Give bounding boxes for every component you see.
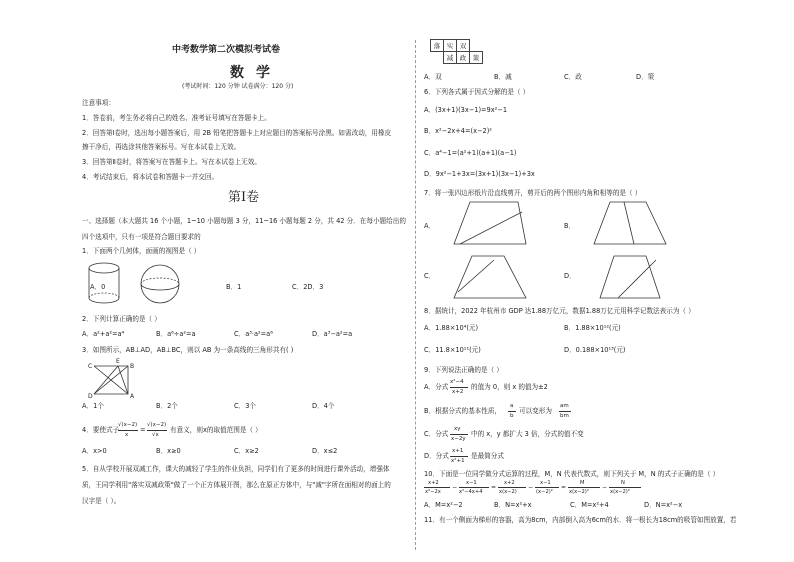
q2-option-a: A．a²+a²=a⁴ — [82, 330, 125, 338]
q1-option-a: A．0 — [90, 283, 106, 291]
left-column — [82, 0, 408, 562]
q5-option-a: A．双 — [424, 73, 442, 81]
q6-option-d: D．9x²−1+3x=(3x+1)(3x−1)+3x — [424, 170, 535, 178]
q4-frac1-num: √(x−2) — [118, 422, 138, 428]
q10-option-b: B．N=x²+x — [494, 501, 532, 509]
q3-option-a: A．1个 — [82, 402, 104, 410]
q5-option-d: D．策 — [636, 73, 655, 81]
q7-option-b: B． — [564, 222, 576, 230]
q2-option-c: C．a³·a²=a⁶ — [234, 330, 273, 338]
cube-face: 实 — [444, 40, 457, 52]
quadrilateral — [454, 202, 526, 244]
cube-face: 策 — [470, 52, 483, 64]
q9d-num: x+1 — [452, 448, 464, 454]
question-9-stem: 9．下列说法正确的是（ ） — [424, 366, 503, 374]
q9-option-b-prefix: B．根据分式的基本性质， — [424, 407, 502, 415]
q2-option-b: B．a⁶÷a²=a — [156, 330, 196, 338]
cube-empty — [470, 40, 483, 52]
q1-option-b: B．1 — [226, 283, 242, 291]
question-3-stem: 3．如图所示，AB⊥AD，AB⊥BC，则以 AB 为一条高线的三角形共有( ) — [82, 346, 294, 354]
section-title: 第Ⅰ卷 — [228, 190, 260, 205]
q9b-den2: bm — [560, 413, 569, 419]
sphere-equator — [141, 284, 179, 290]
q10-option-a: A．M=x²−2 — [424, 501, 463, 509]
q9-option-d-suffix: 是最简分式 — [471, 452, 504, 460]
question-5-line: 汉字是（ ）。 — [82, 497, 121, 505]
q9a-num: x²−4 — [450, 379, 464, 385]
label-e: E — [116, 358, 120, 365]
column-divider — [415, 40, 416, 550]
q3-option-d: D．4个 — [312, 402, 335, 410]
q7-option-a: A． — [424, 222, 436, 230]
question-1-stem: 1．下面两个几何体，面画的视图是（ ） — [82, 247, 201, 255]
quadrilateral — [594, 202, 666, 244]
q10-f2-num: x−1 — [466, 480, 477, 486]
quadrilateral — [600, 256, 660, 298]
q9-option-c-suffix: 中的 x，y 都扩大 3 倍，分式的值不变 — [471, 430, 584, 438]
question-11-stem: 11．有一个侧面为梯形的容器，高为8cm，内部倒入高为6cm的水．将一根长为18cm的吸管如图放置，若 — [424, 516, 737, 524]
q4-frac2-num: √(x−2) — [147, 422, 167, 428]
q8-option-b: B．1.88×10¹²(元) — [564, 324, 621, 332]
q10-option-c: C．M=x²+4 — [570, 501, 609, 509]
q4-option-d: D．x≤2 — [312, 447, 338, 455]
q1-option-c: C．2D．3 — [292, 283, 324, 291]
q10-f1-den: x²−2x — [425, 489, 441, 495]
question-2-stem: 2．下列计算正确的是（ ） — [82, 315, 161, 323]
q4-option-a: A．x>0 — [82, 447, 107, 455]
q10-f6-den: x(x−2)² — [610, 489, 630, 495]
question-4-suffix: 有意义，则x的取值范围是（ ） — [170, 426, 262, 434]
q3-option-b: B．2个 — [156, 402, 178, 410]
label-c: C — [88, 363, 93, 370]
label-a: A — [130, 393, 135, 400]
cube-face: 减 — [444, 52, 457, 64]
section-intro: 一、选择题（本大题共 16 个小题，1~10 小题每题 3 分，11~16 小题每题 2 分，共 42 分．在每小题给出的 — [82, 217, 406, 225]
question-8-stem: 8．据统计，2022 年杭州市 GDP 达1.88万亿元，数据1.88万亿元用科学记数法表示为（ ） — [424, 307, 695, 315]
q8-option-c: C．11.8×10¹¹(元) — [424, 346, 481, 354]
q10-f3-num: x+2 — [504, 480, 515, 486]
q4-equals: = — [140, 426, 146, 434]
question-7-stem: 7．将一张四边形纸片沿直线剪开，剪开后的两个图形内角和相等的是（ ） — [424, 189, 642, 197]
exam-title: 中考数学第二次模拟考试卷 — [172, 45, 281, 55]
cube-face: 落 — [431, 40, 444, 52]
notice-line: 3．回答第Ⅱ卷时，将答案写在答题卡上。写在本试卷上无效。 — [82, 158, 261, 166]
quadrilateral — [454, 256, 526, 298]
q7-figure-d — [590, 254, 670, 300]
q4-frac1-den: x — [125, 432, 129, 438]
q9-option-c-prefix: C．分式 — [424, 430, 449, 438]
right-column: 落 实 双 减 政 策 A．双 B．减 C．政 D．策 6．下列各式属于因式分解的是（ ） A．(3x+1)(3x−1)=9x²−1 B．x²−2x+4=(x−2)² C．a⁴−1=(a²+1)(a+1)(a−1) D．9x²−1+3x=(3x+1)(3x−1)+3x 7．将一张四边形纸片沿直线剪开，剪开后的两个图形内角和相等的是（ ） A． B． C． D． 8．据统计，2022 年杭州市 GDP 达1.88万亿元，数据1.88万亿元用科学记数法表示为（ ） A．1.88×10⁴(元) B．1.88×10¹²(元) C．11.8×10¹¹(元) D．0.188×10¹³(元) 9．下列说法正确的是（ ） A．分式 x²−4 x+2 的值为 0，则 x 的值为±2 B．根据分式的基本性质， a b 可以变形为 am bm C．分式 xy x−2y 中的 x，y 都扩大 3 倍，分式的值不变 D．分式 x+1 x²+1 是最简分式 10．下面是一位同学做分式运算的过程，M，N 代表代数式，则下列关于 M，N 的式子正确的是（ ） x+2 x²−2x − x−1 x²−4x+4 = x+2 x(x−2) − x−1 (x−2)² = M x(x−2)² − N x(x−2)² A．M=x²−2 B．N=x²+x C．M=x²+4 D．N=x²−x 11．有一个侧面为梯形的容器，高为8cm，内部倒入高为6cm的水．将一根长为18cm的吸管如图放置，若 — [424, 0, 756, 562]
q6-option-b: B．x²−2x+4=(x−2)² — [424, 127, 492, 135]
q9-option-d-prefix: D．分式 — [424, 452, 449, 460]
cut-line — [624, 202, 634, 244]
q2-option-d: D．a³−a²=a — [312, 330, 353, 338]
q9b-den: b — [510, 413, 514, 419]
cube-empty — [431, 52, 444, 64]
cylinder-bottom — [89, 298, 119, 303]
q9d-den: x²+1 — [451, 458, 465, 464]
q4-option-c: C．x≥2 — [234, 447, 259, 455]
cut-line — [460, 212, 522, 244]
q3-option-c: C．3个 — [234, 402, 256, 410]
q6-option-a: A．(3x+1)(3x−1)=9x²−1 — [424, 106, 508, 114]
label-b: B — [130, 363, 135, 370]
q10-f4-num: x−1 — [540, 480, 551, 486]
q7-option-d: D． — [564, 272, 576, 280]
cube-face: 双 — [457, 40, 470, 52]
q4-option-b: B．x≥0 — [156, 447, 181, 455]
cube-face: 政 — [457, 52, 470, 64]
q10-f1-num: x+2 — [428, 480, 439, 486]
q7-figure-b — [590, 200, 670, 246]
sphere — [141, 265, 179, 303]
q6-option-c: C．a⁴−1=(a²+1)(a+1)(a−1) — [424, 149, 517, 157]
question-6-stem: 6．下列各式属于因式分解的是（ ） — [424, 88, 530, 96]
question-4-prefix: 4．要使式子 — [82, 426, 120, 434]
q9-option-b-middle: 可以变形为 — [519, 407, 552, 415]
q10-option-d: D．N=x²−x — [644, 501, 683, 509]
q8-option-a: A．1.88×10⁴(元) — [424, 324, 479, 332]
question-10-stem: 10．下面是一位同学做分式运算的过程，M，N 代表代数式，则下列关于 M，N 的式子正确的是（ ） — [424, 470, 720, 478]
q7-figure-c — [450, 254, 530, 300]
section-intro: 四个选项中，只有一项是符合题目要求的 — [82, 233, 201, 241]
cut-line — [618, 260, 656, 298]
q7-figure-a — [450, 200, 530, 246]
q5-option-b: B．减 — [494, 73, 512, 81]
q9b-num: a — [510, 403, 514, 409]
q8-option-d: D．0.188×10¹³(元) — [564, 346, 626, 354]
notice-heading: 注意事项： — [82, 99, 115, 107]
question-5-line: 5．自从学校开展双减工作，课大的减轻了学生的作业负担，同学们有了更多的时间进行课外活动，增强体 — [82, 465, 390, 473]
subject-title: 数学 — [230, 65, 282, 81]
cube-net — [430, 39, 483, 64]
q10-f5-den: x(x−2)² — [569, 489, 589, 495]
label-d: D — [88, 393, 93, 400]
time-info: (考试时间：120 分钟 试卷满分：120 分) — [182, 83, 294, 90]
q9b-num2: am — [560, 403, 569, 409]
q4-frac2-den: √x — [152, 432, 159, 438]
q3-figure — [88, 358, 138, 398]
notice-line: 1．答卷前，考生务必将自己的姓名、准考证号填写在答题卡上。 — [82, 114, 271, 122]
cylinder-hidden-edge — [89, 293, 119, 298]
segment-de — [94, 366, 118, 394]
q9a-den: x+2 — [452, 389, 464, 395]
q10-f6-num: N — [621, 480, 625, 486]
notice-line: 擦干净后，再选涂其他答案标号。写在本试卷上无效。 — [82, 143, 241, 151]
sphere-hidden-equator — [141, 278, 179, 284]
q10-f5-num: M — [580, 480, 585, 486]
q10-f3-den: x(x−2) — [499, 489, 517, 495]
q9c-den: x−2y — [451, 436, 466, 442]
notice-line: 4．考试结束后，将本试卷和答题卡一并交回。 — [82, 173, 219, 181]
cylinder-top — [89, 263, 119, 273]
q9-option-a-prefix: A．分式 — [424, 383, 449, 391]
q9-option-a-suffix: 的值为 0，则 x 的值为±2 — [471, 383, 548, 391]
q9c-num: xy — [454, 426, 461, 432]
notice-line: 2．回答第Ⅰ卷时，选出每小题答案后，用 2B 铅笔把答题卡上对应题目的答案标号涂黑。如需改动，用橡皮 — [82, 129, 392, 137]
q7-option-c: C． — [424, 272, 436, 280]
q5-option-c: C．政 — [564, 73, 582, 81]
question-5-line: 质，王同学利用"落实双减政策"做了一个正方体展开图，那么在原正方体中，与"减"字所在面相对的面上的 — [82, 481, 391, 489]
q10-f4-den: (x−2)² — [536, 489, 553, 495]
q10-f2-den: x²−4x+4 — [459, 489, 483, 495]
